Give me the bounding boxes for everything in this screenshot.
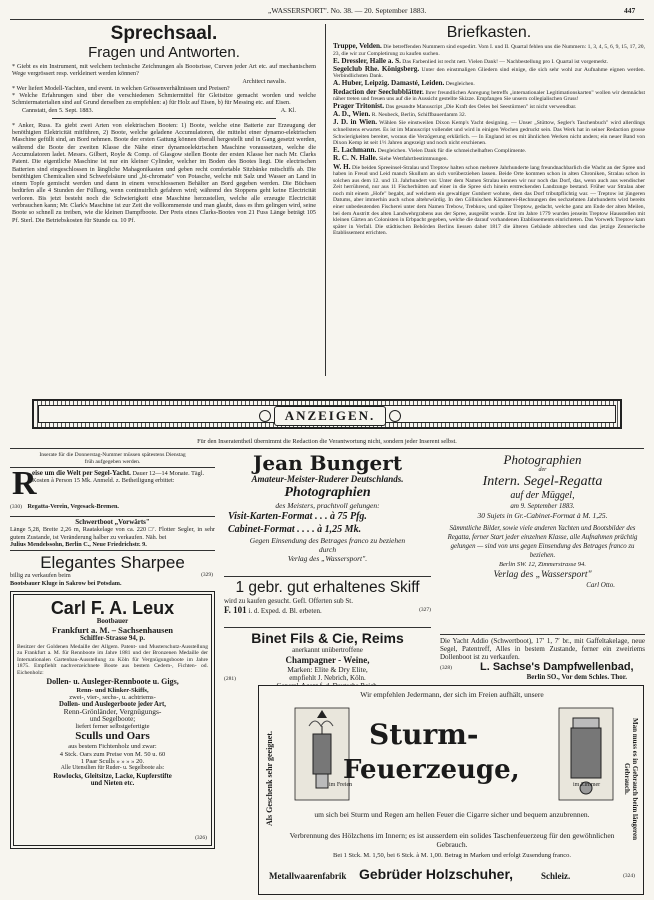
- bungert-photo: Photographien: [284, 485, 371, 500]
- briefkasten-entry-name: A. D., Wien.: [333, 110, 371, 119]
- ads-column-3: [440, 452, 645, 689]
- skiff-title: 1 gebr. gut erhaltenes Skiff: [235, 579, 420, 596]
- sturm-firm-prefix: Metallwaarenfabrik: [269, 871, 347, 881]
- addio-ref: (328): [440, 664, 452, 671]
- briefkasten-entry-text: Desgleichen. Vielen Dank für die schmeichelhaften Complimente.: [377, 148, 527, 155]
- sprechsaal-divider: [52, 118, 276, 119]
- briefkasten-entry: [333, 164, 645, 238]
- sturm-intro: Wir empfehlen Jedermann, der sich im Freien aufhält, unsere: [360, 690, 544, 699]
- sturm-side-right: Man muss es in Gebrauch beim längeren Gebrauch.: [623, 718, 639, 840]
- disclaimer-rule: [10, 448, 644, 449]
- briefkasten-entry-text: Ihrer freundlichen Anregung betreffs „internationaler Legitimationskarten" wollen wir demnächst näher treten und freuen uns auf die in Aussicht gestellte Skizze. Empfangen Sie unsern collegialischen Gruss!: [333, 89, 645, 103]
- skiff-code2: i. d. Exped. d. Bl. erbeten.: [248, 607, 322, 615]
- briefkasten-entry-text: Das Farbenlied ist recht nett. Vielen Dank! — Nachbestellung pro I. Quartal ist vorgemerkt.: [402, 58, 609, 65]
- leux-item: Renn-Grönländer, Vergnügungs-: [63, 707, 162, 717]
- leux-item: Dollen- und Auslegerboote jeder Art,: [59, 701, 166, 709]
- lighter-outdoor-illustration: [287, 704, 357, 804]
- lighter-indoor-illustration: [551, 704, 621, 804]
- briefkasten-column: [333, 24, 645, 238]
- briefkasten-title: Briefkasten.: [446, 24, 532, 41]
- leux-item: und Nieten etc.: [90, 779, 135, 787]
- bungert-price-visit: Visit-Karten-Format . . . à 75 Pfg.: [228, 511, 367, 522]
- briefkasten-entry-name: Redaction der Seeclubblätter.: [333, 87, 424, 96]
- reise-initial: R: [12, 465, 37, 503]
- ad-rule: [440, 634, 645, 635]
- sturm-firm-city: Schleiz.: [541, 871, 571, 881]
- briefkasten-list: [333, 43, 645, 237]
- reise-details: Dauer 12—14 Monate. Tägl. Kosten à Person 15 Mk. Anmeld. z. Betheiligung erbittet:: [32, 470, 204, 485]
- briefkasten-entry-name: R. C. N. Halle.: [333, 154, 378, 163]
- anzeigen-banner: [32, 399, 622, 429]
- ad-addio: [440, 637, 645, 689]
- question-3-place: Cannstatt, den 5. Sept. 1883.: [22, 106, 94, 114]
- ad-regatta-photos: [440, 452, 645, 632]
- regatta-line: Intern. Segel-Regatta: [482, 474, 603, 489]
- sturm-title-2: Feuerzeuge,: [343, 755, 520, 785]
- leux-item: aus bestem Fichtenholz und zwar:: [68, 743, 157, 751]
- leux-item: und Segelboote;: [89, 714, 136, 723]
- leux-item: liefert ferner selbstgefertigte: [75, 723, 150, 731]
- ad-rule: [10, 467, 215, 468]
- briefkasten-entry-name: E. Dressler, Halle a. S.: [333, 56, 401, 65]
- addio-address: Berlin SO., Vor dem Schles. Thor.: [526, 672, 627, 681]
- bungert-sub: Amateur-Meister-Ruderer Deutschlands.: [251, 474, 404, 484]
- regatta-line: Sämmtliche Bilder, sowie viele anderen Yachten und Bootsbilder des Regatta, ferner Start jeder einzelnen Klasse, alle Aufnahmen prächtig gelungen — sind von uns gegen Einsendung des Betrages franco zu beziehen.: [447, 525, 638, 559]
- regatta-line: Berlin SW. 12, Zimmerstrasse 94.: [499, 561, 586, 568]
- regatta-title: Photographien: [503, 452, 582, 467]
- briefkasten-entry-text: Siehe Wettfahrtbestimmungen.: [378, 156, 448, 163]
- regatta-line: der: [538, 467, 547, 473]
- leux-ref: (326): [195, 834, 207, 841]
- briefkasten-entry: [333, 111, 645, 119]
- ad-leux: [10, 591, 215, 849]
- leux-name: Carl F. A. Leux: [50, 597, 175, 618]
- ads-column-2: [224, 452, 431, 690]
- briefkasten-entry: [333, 155, 645, 163]
- briefkasten-entry-name: E. Lachmann.: [333, 146, 377, 155]
- vorwaerts-text: Länge 5,28, Breite 2,26 m, Raatakelage von ca. 220 □′. Flotter Segler, in sehr gutem Zustande, ist Veränderung halber zu verkaufen. Näh. bei: [10, 526, 215, 541]
- binet-line: anerkannt unübertroffene: [292, 646, 363, 654]
- briefkasten-entry-text: R. Neubeck, Berlin, Schiffbauerdamm 32.: [371, 112, 467, 119]
- binet-line: Champagner - Weine,: [285, 655, 370, 665]
- briefkasten-entry-name: Prager Tritonist.: [333, 102, 385, 111]
- question-2: * Wer liefert Modell-Yachten, und event. in welchen Grössenverhältnissen und Preisen?: [12, 84, 230, 92]
- briefkasten-entry: [333, 119, 645, 146]
- briefkasten-entry-name: J. D. in Wien.: [333, 118, 378, 127]
- briefkasten-entry: [333, 66, 645, 80]
- banner-ornament-left: [259, 410, 271, 422]
- reise-headline: eise um die Welt per Segel-Yacht.: [32, 469, 131, 478]
- ad-rule: [224, 576, 431, 577]
- anzeigen-label: ANZEIGEN.: [274, 406, 386, 426]
- leux-address: Schiffer-Strasse 94, p.: [79, 634, 146, 643]
- binet-ref: (281): [224, 676, 236, 682]
- journal-issue: „WASSERSPORT". No. 38. — 20. September 1883.: [268, 6, 427, 15]
- disclaimer: Für den Inseratentheil übernimmt die Redaction die Verantwortung nicht, sondern jeder Inserent selbst.: [197, 438, 457, 445]
- sharpee-where: Bootsbauer Kluge in Sakrow bei Potsdam.: [10, 579, 122, 587]
- ad-rule: [224, 627, 431, 628]
- header-rule: [10, 19, 644, 20]
- briefkasten-entry-text: Desgleichen.: [445, 81, 475, 88]
- ads-column-1: [10, 452, 215, 849]
- question-1: * Giebt es ein Instrument, mit welchem technische Zeichnungen als Bootsrisse, Curven jeder Art etc. auf mechanischem Wege vergrössert resp. verkleinert werden können?: [12, 63, 316, 78]
- leux-item: 4 Stck. Oars zum Preise von M. 50 u. 60: [59, 750, 166, 758]
- ad-sharpee: [10, 553, 215, 587]
- binet-name: Binet Fils & Cie, Reims: [251, 630, 404, 646]
- ad-sturm-feuerzeuge: [258, 685, 644, 895]
- ad-binet: [224, 630, 431, 690]
- briefkasten-entry: [333, 43, 645, 57]
- ad-rule: [10, 550, 215, 551]
- question-1-signature: Architect navalis.: [242, 77, 286, 85]
- regatta-line: am 9. September 1883.: [510, 502, 575, 510]
- sturm-line-3: Bei 1 Stck. M. 1,50, bei 6 Stck. à M. 1,00. Betrag in Marken und erfolgt Zusendung franco.: [333, 852, 571, 859]
- briefkasten-entry: [333, 103, 645, 111]
- page-number: 447: [624, 6, 636, 15]
- answer-anker: * Anker, Russ. Es giebt zwei Arten von elektrischen Booten: 1) Boote, welche eine Batterie zur Erzeugung der benöthigten Elektricität mitführen, 2) Boote, welche geladene Accumulatoren, die mittelst einer dynamo-elektrischen Maschine gefüllt sind, an Bord nehmen. Boote der ersten Gattung können überall hergestellt und in Gang gesetzt werden, während die Boote der zweiten Klasse die Nähe einer dynamoelektrischen Maschine voraussetzen, welche die Accumulatoren ladet. Messrs. Gilbert, Royle & Comp. of Glasgow stellen Boote der ersten Klasse her nach Mr. Clarks Patent. Die eigentliche Maschine ist nur ein kleiner Cylinder, welcher im Boden des Bootes liegt. Die electrischen Batterien sind eingeschlossen in längliche Mahagonikasten und geben recht comfortable Sitzbänke mitschiffs ab. Die benöthigten Chemicalien sind Schwefelsäure und „bi-chromate" von Potasche, welche mit Salz und Wasser an Land in einem Topfe gemischt werden und dann in einem verschlossenen Behälter an Bord gegeben werden. Die Büchsen bedürfen alle 4 Stunden der Füllung, wenn continuirlich gefahren wird; während des Stoppens geht keine Electricität verloren. Bis jetzt besteht noch die Schwierigkeit eine Maschine herzustellen, welche alle erzeugte Electricität verbrauchen kann; Mr. Clark's Maschine ist zur Zeit die vollkommenste und man glaubt, dass es ihm gelingen wird, seine Boote so schnell zu treiben, wie die kleinen Dampfboote. Der Preis eines Clarks-Bootes von 21 Fuss Länge beträgt 105 Pf. Sterl. Die Betriebskosten für Stunde ca. 10 Pf.: [12, 121, 316, 224]
- regatta-line: 30 Sujets in Gr.-Cabinet-Format à M. 1,25.: [477, 511, 608, 520]
- question-3: * Welche Erfahrungen sind über die verschiedenen Schmiermittel für Gleitsitze gemacht worden und welche Schmiermaterialien sind auf Grund derselben zu empfehlen: a) für Holz auf Eisen, b) für Messing etc. auf Eisen.: [12, 92, 316, 107]
- sturm-line-2: Verbrennung des Hölzchens im Innern; es ist ausserdem ein solides Taschenfeuerzeug für den gewöhnlichen Gebrauch.: [289, 831, 615, 849]
- briefkasten-entry-name: A. Huber, Leipzig. Damasté, Leiden.: [333, 79, 445, 88]
- sturm-firm: Gebrüder Holzschuher,: [359, 866, 514, 882]
- label-im-freien: im Freien: [329, 782, 353, 788]
- addio-firm: L. Sachse's Dampfwellenbad,: [480, 660, 634, 673]
- ad-rule: [10, 516, 215, 517]
- ad-skiff: [224, 579, 431, 625]
- leux-item: Rowlocks, Gleitsitze, Lacke, Kupferstifte: [53, 772, 172, 780]
- sharpee-text: billig zu verkaufen beim: [10, 572, 71, 580]
- briefkasten-entry-name: Truppe, Velden.: [333, 42, 382, 50]
- column-divider: [325, 24, 326, 376]
- bungert-photo-sub: des Meisters, prachtvoll gelungen:: [275, 501, 380, 510]
- sharpee-ref: (329): [201, 572, 213, 579]
- ad-bungert: [224, 452, 431, 574]
- question-3-signature: A. Kl.: [280, 106, 296, 114]
- briefkasten-entry-text: Das gesandte Manuscript „Die Kraft des Oeles bei Seestürmen" ist nicht verwendbar.: [385, 104, 577, 111]
- binet-line: Marken: Elite & Dry Elite,: [287, 665, 368, 674]
- sturm-side-left: Als Geschenk sehr geeignet.: [265, 731, 274, 827]
- bungert-verlag: Verlag des „Wassersport".: [287, 554, 368, 563]
- leux-body: Besitzer der Goldenen Medaille der Allgem. Patent- und Musterschutz-Ausstellung zu Frankfurt a. M. für Rennboote im Jahre 1881 und der Bronzenen Medaille der Internationalen Gartenbau-Ausstellung zu Köln für Vergnügungsboote im Jahre 1875. Empfiehlt nachverzeichnete Boote aus bestem Cedern-, Fichten- od. Eichenholz:: [17, 643, 208, 676]
- sturm-firm-line: [269, 866, 635, 888]
- sprechsaal-title: Sprechsaal.: [110, 23, 218, 44]
- leux-item: Dollen- u. Ausleger-Rennboote u. Gigs,: [46, 676, 179, 686]
- sturm-line-1: um sich bei Sturm und Regen am hellen Feuer die Cigarre sicher und bequem anzubrennen.: [314, 810, 590, 819]
- leux-item: Alle Utensilien für Ruder- u. Segelboote als:: [60, 765, 165, 772]
- label-im-zimmer: im Zimmer: [573, 782, 601, 788]
- bungert-name: Jean Bungert: [252, 452, 403, 475]
- skiff-text: wird zu kaufen gesucht. Gefl. Offerten sub St.: [224, 597, 353, 605]
- sprechsaal-subtitle: Fragen und Antworten.: [88, 44, 240, 61]
- leux-item: zwei-, vier-, sechs-, u. achtriems-: [69, 693, 156, 701]
- reise-ref: (330): [10, 504, 22, 511]
- ad-vorwaerts: [10, 519, 215, 548]
- addio-text: Die Yacht Addio (Schwertboot), 17′ 1, 7′ br., mit Gaffeltakelage, neue Segel, Patentreff, Alles in bestem Zustande, ferner ein zweiriems Dollenboot ist zu verkaufen.: [440, 637, 645, 662]
- sprechsaal-column: [12, 24, 316, 224]
- vorwaerts-title: Schwertboot „Vorwärts": [75, 518, 150, 527]
- leux-city: Frankfurt a. M. – Sachsenhausen: [52, 625, 173, 636]
- briefkasten-entry-text: Die beiden Spreeinsel-Stralau und Treptow halten schon mehrere Jahrhunderte lang freundnachbarlich die Wacht an der Spree und haben in Freud und Leid manch Skullum an sich vorüberziehen lassen. Beide Orte kommen schon in alten Chroniken, Stralau schon in solchen aus dem 12. und 13. Jahrhundert vor. Unter dem Namen Stralau kennen wir nur noch das Dorf, das, wenn auch aus wendischer Zeit herrührend, nur aus 11 Fischerhütten auf einer in die Spree sich hinein erstreckenden Landzunge bestand. Früher war Stralau aber noch mit einem „Hofe" begabt, auf welchem ein gewaltiger Gutsherr wohnte, dem das Dorf tributpflichtig war. — Treptow ist jüngeren Datums, aber immerhin auch schon altehrwürdig. In den Cöllnischen Kämmerei-Rechnungen des sechzehnten Jahrhunderts wird bereits einer unbedeutenden Fischerei unter dem Namen Trebow, Trebkow, und später Treptow, gedacht, welche ganz am Ende der alten Meilen, bei dem Austritt des alten Landwehrgrabens aus der Spree, ausgeübt wurde. Erst im Jahre 1779 wurden jenseits Treptow Hausstellen mit kleinen Gärten an Colonisten in Erbpacht gegeben, welche die darauf vorhandenen Etablissements einrichteten. Das Vorwerk Treptow kam später in Verfall. Die städtischen Behörden Berlins liessen daher 1817 die älteren Gebäude abbrechen und das jetzige Zennerische Etablissement errichten.: [333, 164, 645, 237]
- leux-item: Sculls und Oars: [75, 730, 150, 743]
- skiff-code: F. 101: [224, 605, 247, 615]
- sharpee-title: Elegantes Sharpee: [40, 553, 185, 573]
- reise-org: Regatta-Verein, Vegesack-Bremen.: [27, 503, 119, 511]
- briefkasten-entry-name: W. H.: [333, 162, 351, 171]
- banner-ornament-right: [389, 410, 401, 422]
- briefkasten-entry-text: Die betreffenden Nummern sind expedirt. Vom I. und II. Quartal fehlen uns die Nummern: 1, 3, 4, 5, 6, 9, 15, 17, 20, 23, die wir zur Completirung zu kaufen suchen.: [333, 44, 645, 57]
- bungert-note: Gegen Einsendung des Betrages franco zu beziehen durch: [249, 536, 406, 554]
- binet-line: empfiehlt J. Nebrich, Köln.: [289, 674, 366, 682]
- leux-item: Renn- und Klinker-Skiffs,: [76, 686, 149, 694]
- sturm-title-1: Sturm-: [369, 718, 479, 751]
- briefkasten-entry: [333, 89, 645, 103]
- bungert-price-cabinet: Cabinet-Format . . . . à 1,25 Mk.: [228, 524, 362, 535]
- sturm-ref: (324): [623, 873, 635, 879]
- briefkasten-entry: [333, 147, 645, 155]
- leux-trade: Bootbauer: [96, 616, 129, 625]
- regatta-line: Carl Otto.: [586, 581, 615, 589]
- briefkasten-entry-text: Wählen Sie einstweilen Dixon Kemp's Yacht designing. — Unser „Stüttow, Segler's Taschenbuch" wird allerdings schnellstens erwartet. Es ist im Manuscript vollendet und wird in einigen Wochen gedruckt sein. Das Werk hat in seiner Redaction grosse Schwierigkeiten bereitet, woraus die Verzögerung erklärlich. — In England ist es mit ähnlichen Werken nicht anders; ein neuer Band von Dixon Kemp ist seit 1½ Jahren angezeigt und noch nicht erschienen.: [333, 120, 645, 147]
- leux-item: 1 Paar Sculls » » » » 20.: [80, 757, 145, 765]
- briefkasten-entry-text: Unter den einstmaligen Gliedern sind einige, die sich sehr wohl zur Aufnahme eignen werden. Verbindlichsten Dank.: [333, 66, 645, 80]
- skiff-ref: (327): [419, 607, 431, 613]
- regatta-line: auf der Müggel,: [510, 490, 575, 501]
- vorwaerts-contact: Julius Mendelssohn, Berlin C., Neue Friedrichstr. 9.: [10, 541, 147, 549]
- deadline-notice: Inserate für die Donnerstag-Nummer müssen spätestens Dienstag früh aufgegeben werden.: [39, 452, 186, 465]
- regatta-line: Verlag des „Wassersport": [493, 570, 592, 580]
- ad-reise: [10, 465, 215, 514]
- briefkasten-entry-name: Segelclub Rhe. Königsberg.: [333, 64, 420, 73]
